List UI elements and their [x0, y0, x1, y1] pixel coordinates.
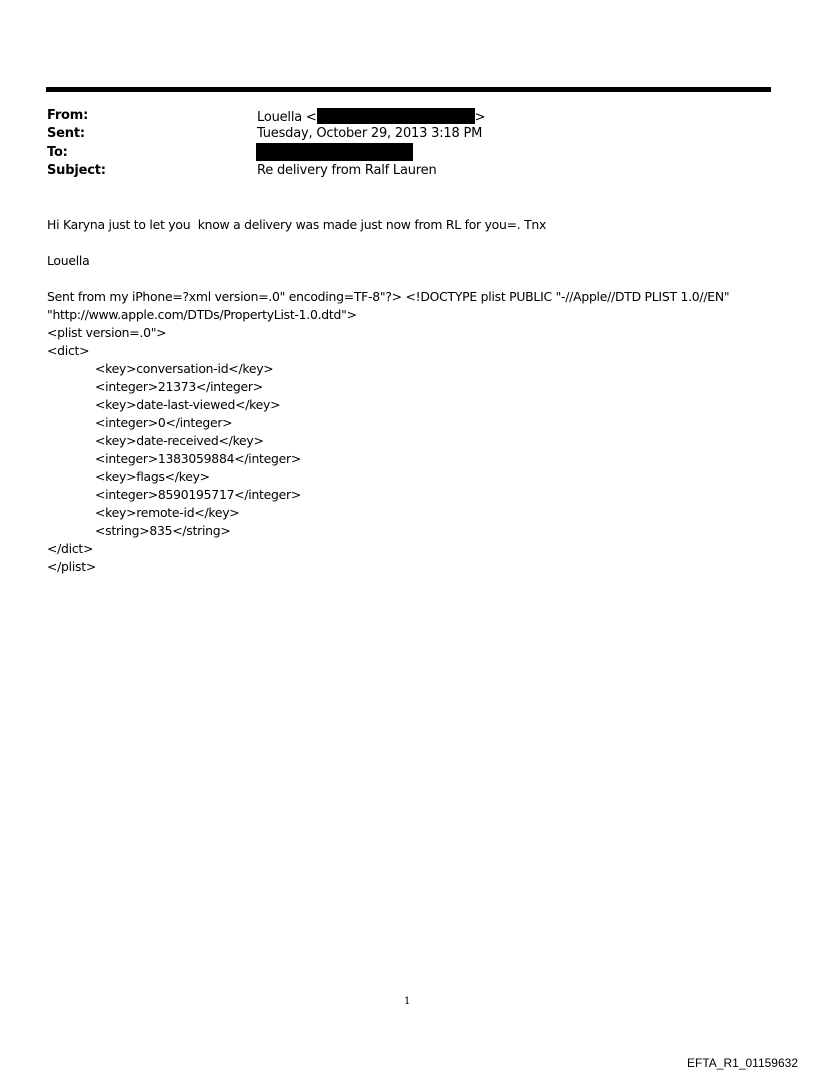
plist-entry: <integer>21373</integer> [95, 379, 263, 394]
to-label: To: [47, 145, 68, 160]
plist-entry: <key>date-received</key> [95, 433, 264, 448]
plist-entry: <string>835</string> [95, 523, 231, 538]
plist-entry: <integer>8590195717</integer> [95, 487, 302, 502]
page-number: 1 [404, 996, 411, 1007]
redacted-recipient [256, 143, 413, 161]
subject-value: Re delivery from Ralf Lauren [257, 163, 437, 178]
message-signature: Louella [47, 253, 90, 268]
dict-close-tag: </dict> [47, 541, 94, 556]
from-suffix: > [474, 110, 486, 125]
plist-entry: <key>date-last-viewed</key> [95, 397, 281, 412]
dict-open-tag: <dict> [47, 343, 90, 358]
from-name: Louella < [257, 110, 317, 125]
plist-close-tag: </plist> [47, 559, 97, 574]
plist-entry: <integer>0</integer> [95, 415, 233, 430]
sent-from-line-2: "http://www.apple.com/DTDs/PropertyList-1.0.dtd"> [47, 307, 357, 322]
sent-value: Tuesday, October 29, 2013 3:18 PM [257, 126, 483, 141]
plist-entry: <key>flags</key> [95, 469, 210, 484]
from-value [257, 108, 485, 125]
plist-entry: <integer>1383059884</integer> [95, 451, 302, 466]
from-label: From: [47, 108, 89, 123]
plist-entry: <key>remote-id</key> [95, 505, 240, 520]
sent-from-line-1: Sent from my iPhone=?xml version=.0" encoding=TF-8"?> <!DOCTYPE plist PUBLIC "-//Apple//DTD PLIST 1.0//EN" [47, 289, 730, 304]
header-divider-rule [46, 87, 771, 92]
plist-entry: <key>conversation-id</key> [95, 361, 274, 376]
sent-label: Sent: [47, 126, 85, 141]
plist-open-tag: <plist version=.0"> [47, 325, 167, 340]
bates-number: EFTA_R1_01159632 [687, 1056, 798, 1070]
message-greeting: Hi Karyna just to let you know a delivery was made just now from RL for you=. Tnx [47, 217, 547, 232]
subject-label: Subject: [47, 163, 106, 178]
redacted-email [317, 108, 475, 124]
